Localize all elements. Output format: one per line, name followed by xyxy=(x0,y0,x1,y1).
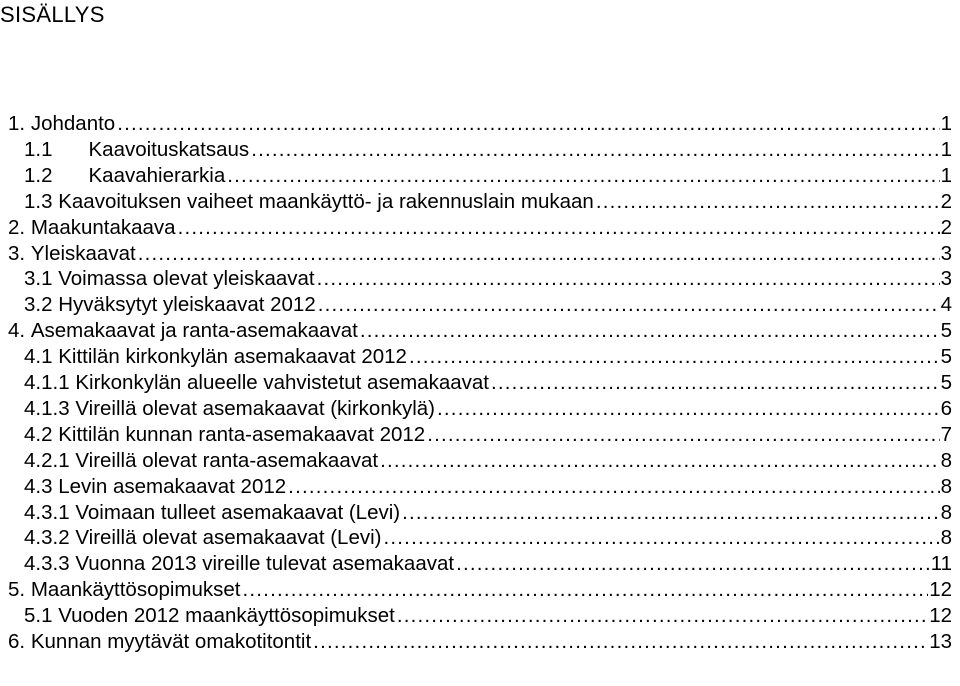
toc-entry-text: Kirkonkylän alueelle vahvistetut asemakaavat xyxy=(75,371,489,394)
toc-leader-dots xyxy=(317,267,940,291)
toc-leader-dots xyxy=(178,216,940,240)
toc-entry-text: Maankäyttösopimukset xyxy=(30,578,241,602)
toc-entry-number: 5. xyxy=(8,578,26,602)
toc-leader-dots xyxy=(313,630,928,654)
toc-entry-text: Vuoden 2012 maankäyttösopimukset xyxy=(58,604,395,628)
toc-entry-title xyxy=(24,164,227,188)
toc-entry-page-number: 12 xyxy=(929,578,952,602)
toc-entry-number: 4.1 xyxy=(24,345,53,369)
toc-entry-text: Hyväksytyt yleiskaavat 2012 xyxy=(58,293,316,317)
toc-entry[interactable] xyxy=(24,136,952,162)
toc-entry-text: Kittilän kunnan ranta-asemakaavat 2012 xyxy=(58,422,426,446)
toc-entry-title xyxy=(24,552,456,576)
toc-entry-number: 3.1 xyxy=(24,267,53,291)
toc-entry-text: Vireillä olevat asemakaavat (kirkonkylä) xyxy=(75,396,436,420)
toc-entry-text: Levin asemakaavat 2012 xyxy=(58,474,287,498)
toc-entry-text: Vuonna 2013 vireille tulevat asemakaavat xyxy=(75,552,455,576)
toc-entry-title xyxy=(24,604,397,628)
toc-entry-page-number: 12 xyxy=(929,604,952,628)
toc-entry-title xyxy=(24,501,402,525)
toc-leader-dots xyxy=(227,164,939,188)
toc-entry[interactable] xyxy=(8,110,952,136)
toc-leader-dots xyxy=(251,138,939,162)
toc-entry-title xyxy=(24,138,251,162)
toc-entry-page-number: 1 xyxy=(940,112,952,135)
toc-entry-page-number: 6 xyxy=(940,396,952,420)
toc-entry-page-number: 8 xyxy=(940,526,952,550)
toc-entry-number: 1.2 xyxy=(24,163,53,187)
toc-entry-text: Kaavoituskatsaus xyxy=(88,137,250,161)
toc-leader-dots xyxy=(318,293,940,317)
toc-entry-number: 3. xyxy=(8,241,26,265)
toc-entry-page-number: 7 xyxy=(940,422,952,446)
toc-entry-number: 4.3.2 xyxy=(24,526,70,550)
toc-entry[interactable] xyxy=(8,576,952,602)
toc-entry-page-number: 13 xyxy=(929,630,952,653)
toc-leader-dots xyxy=(397,604,928,628)
toc-entry-page-number: 3 xyxy=(940,267,952,291)
toc-entry-number: 4.3.3 xyxy=(24,552,70,576)
toc-entry-text: Voimaan tulleet asemakaavat (Levi) xyxy=(75,500,401,524)
toc-entry-number: 2. xyxy=(8,215,26,239)
toc-entry[interactable] xyxy=(24,524,952,550)
toc-entry-number: 4.3 xyxy=(24,474,53,498)
toc-leader-dots xyxy=(427,423,939,447)
toc-entry-title xyxy=(8,216,178,240)
toc-entry-title xyxy=(24,267,317,291)
toc-entry-title xyxy=(24,475,288,499)
toc-entry-text: Maakuntakaava xyxy=(30,215,176,239)
toc-entry-page-number: 2 xyxy=(940,215,952,239)
toc-entry-number: 1. xyxy=(8,112,26,135)
toc-entry-text: Yleiskaavat xyxy=(30,241,136,265)
toc-entry-title xyxy=(24,190,596,214)
toc-entry[interactable] xyxy=(24,265,952,291)
toc-entry-title xyxy=(8,578,243,602)
toc-entry[interactable] xyxy=(24,499,952,525)
toc-entry-number: 5.1 xyxy=(24,604,53,628)
toc-leader-dots xyxy=(491,371,940,395)
toc-leader-dots xyxy=(456,552,930,576)
toc-entry[interactable] xyxy=(8,214,952,240)
toc-entry-text: Kunnan myytävät omakotitontit xyxy=(30,630,312,653)
toc-leader-dots xyxy=(437,397,940,421)
toc-leader-dots xyxy=(138,242,940,266)
toc-entry[interactable] xyxy=(24,602,952,628)
toc-entry[interactable] xyxy=(8,317,952,343)
toc-entry-title xyxy=(8,630,313,654)
toc-entry-page-number: 5 xyxy=(940,345,952,369)
toc-leader-dots xyxy=(383,526,939,550)
toc-entry[interactable] xyxy=(8,240,952,266)
page-title: SISÄLLYS xyxy=(0,2,105,27)
toc-entry-page-number: 1 xyxy=(940,137,952,161)
toc-entry-title xyxy=(8,242,138,266)
toc-entry[interactable] xyxy=(24,343,952,369)
toc-entry-page-number: 3 xyxy=(940,241,952,265)
toc-entry[interactable] xyxy=(24,550,952,576)
toc-leader-dots xyxy=(402,501,939,525)
toc-entry-text: Kaavahierarkia xyxy=(88,163,226,187)
toc-entry[interactable] xyxy=(8,628,952,654)
toc-entry-text: Voimassa olevat yleiskaavat xyxy=(58,267,315,291)
toc-entry-page-number: 5 xyxy=(940,319,952,343)
toc-entry-number: 4.1.1 xyxy=(24,371,70,394)
toc-entry-page-number: 4 xyxy=(940,293,952,317)
toc-entry-title xyxy=(24,449,380,473)
toc-entry-number: 4.1.3 xyxy=(24,396,70,420)
toc-entry-number: 3.2 xyxy=(24,293,53,317)
toc-leader-dots xyxy=(596,190,940,214)
toc-entry-title xyxy=(24,423,427,447)
toc-leader-dots xyxy=(409,345,940,369)
toc-leader-dots xyxy=(117,112,939,136)
toc-leader-dots xyxy=(360,319,940,343)
toc-entry-page-number: 5 xyxy=(940,371,952,394)
toc-entry-page-number: 8 xyxy=(940,500,952,524)
toc-entry-page-number: 8 xyxy=(940,474,952,498)
toc-entry[interactable] xyxy=(24,162,952,188)
toc-entry[interactable] xyxy=(24,395,952,421)
toc-entry-title xyxy=(24,345,409,369)
toc-entry[interactable] xyxy=(24,291,952,317)
toc-entry-number: 6. xyxy=(8,630,26,653)
toc-entry-title xyxy=(24,526,383,550)
toc-entry-number: 4.2 xyxy=(24,422,53,446)
toc-entry-text: Kaavoituksen vaiheet maankäyttö- ja rakennuslain mukaan xyxy=(58,189,594,213)
toc-entry-text: Johdanto xyxy=(30,112,116,135)
toc-entry-title xyxy=(8,319,360,343)
toc-entry-page-number: 1 xyxy=(940,163,952,187)
toc-entry-number: 1.1 xyxy=(24,137,53,161)
toc-entry[interactable] xyxy=(24,369,952,395)
toc-entry-number: 4.2.1 xyxy=(24,448,70,472)
toc-leader-dots xyxy=(243,578,929,602)
toc-entry[interactable] xyxy=(24,421,952,447)
toc-entry-number: 1.3 xyxy=(24,189,53,213)
toc-entry-title xyxy=(8,112,117,136)
toc-entry-page-number: 11 xyxy=(930,552,952,576)
toc-entry-number: 4. xyxy=(8,319,26,343)
toc-entry-title xyxy=(24,397,437,421)
toc-entry[interactable] xyxy=(24,473,952,499)
toc-entry-title xyxy=(24,371,491,395)
toc-entry-text: Kittilän kirkonkylän asemakaavat 2012 xyxy=(58,345,407,369)
toc-entry-page-number: 8 xyxy=(940,448,952,472)
toc-entry-number: 4.3.1 xyxy=(24,500,70,524)
toc-leader-dots xyxy=(288,475,939,499)
toc-entry-text: Vireillä olevat asemakaavat (Levi) xyxy=(75,526,382,550)
toc-entry-page-number: 2 xyxy=(940,189,952,213)
toc-entry-title xyxy=(24,293,318,317)
toc-entry[interactable] xyxy=(24,188,952,214)
toc-entry[interactable] xyxy=(24,447,952,473)
toc-entry-text: Asemakaavat ja ranta-asemakaavat xyxy=(30,319,358,343)
toc-leader-dots xyxy=(380,449,940,473)
toc-entry-text: Vireillä olevat ranta-asemakaavat xyxy=(75,448,379,472)
